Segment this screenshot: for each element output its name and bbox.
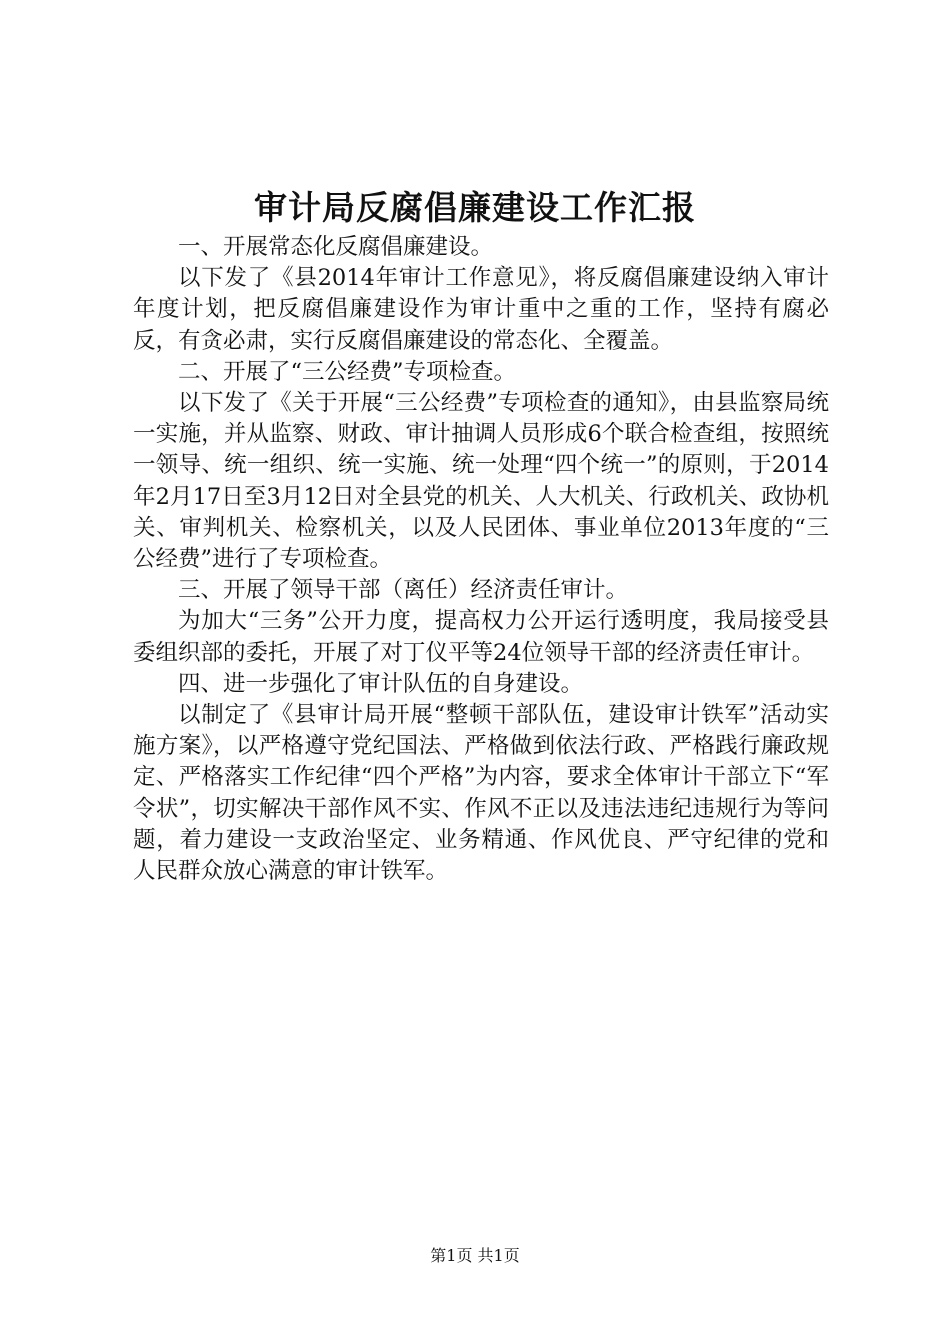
page-footer: 第1页 共1页 bbox=[430, 1246, 520, 1265]
section-heading-2: 二、开展了“三公经费”专项检查。 bbox=[178, 358, 517, 385]
body-paragraph-1: 以下发了《县2014年审计工作意见》，将反腐倡廉建设纳入审计年度计划，把反腐倡廉建设作为审计重中之重的工作，坚持有腐必反，有贪必肃，实行反腐倡廉建设的常态化、全覆盖。 bbox=[133, 265, 829, 354]
document-body bbox=[133, 232, 829, 887]
document-title: 审计局反腐倡廉建设工作汇报 bbox=[254, 188, 696, 227]
section-heading-1: 一、开展常态化反腐倡廉建设。 bbox=[178, 234, 494, 260]
body-paragraph-3: 为加大“三务”公开力度，提高权力公开运行透明度，我局接受县委组织部的委托，开展了对丁仪平等24位领导干部的经济责任审计。 bbox=[133, 608, 829, 666]
section-heading-4: 四、进一步强化了审计队伍的自身建设。 bbox=[178, 670, 584, 697]
section-heading-3: 三、开展了领导干部（离任）经济责任审计。 bbox=[178, 577, 629, 604]
body-paragraph-4: 以制定了《县审计局开展“整顿干部队伍，建设审计铁军”活动实施方案》，以严格遵守党纪国法、严格做到依法行政、严格践行廉政规定、严格落实工作纪律“四个严格”为内容，要求全体审计干部立下“军令状”，切实解决干部作风不实、作风不正以及违法违纪违规行为等问题，着力建设一支政治坚定、业务精通、作风优良、严守纪律的党和人民群众放心满意的审计铁军。 bbox=[133, 702, 829, 885]
body-paragraph-2: 以下发了《关于开展“三公经费”专项检查的通知》，由县监察局统一实施，并从监察、财政、审计抽调人员形成6个联合检查组，按照统一领导、统一组织、统一实施、统一处理“四个统一”的原则，于2014年2月17日至3月12日对全县党的机关、人大机关、行政机关、政协机关、审判机关、检察机关，以及人民团体、事业单位2013年度的“三公经费”进行了专项检查。 bbox=[133, 390, 829, 573]
